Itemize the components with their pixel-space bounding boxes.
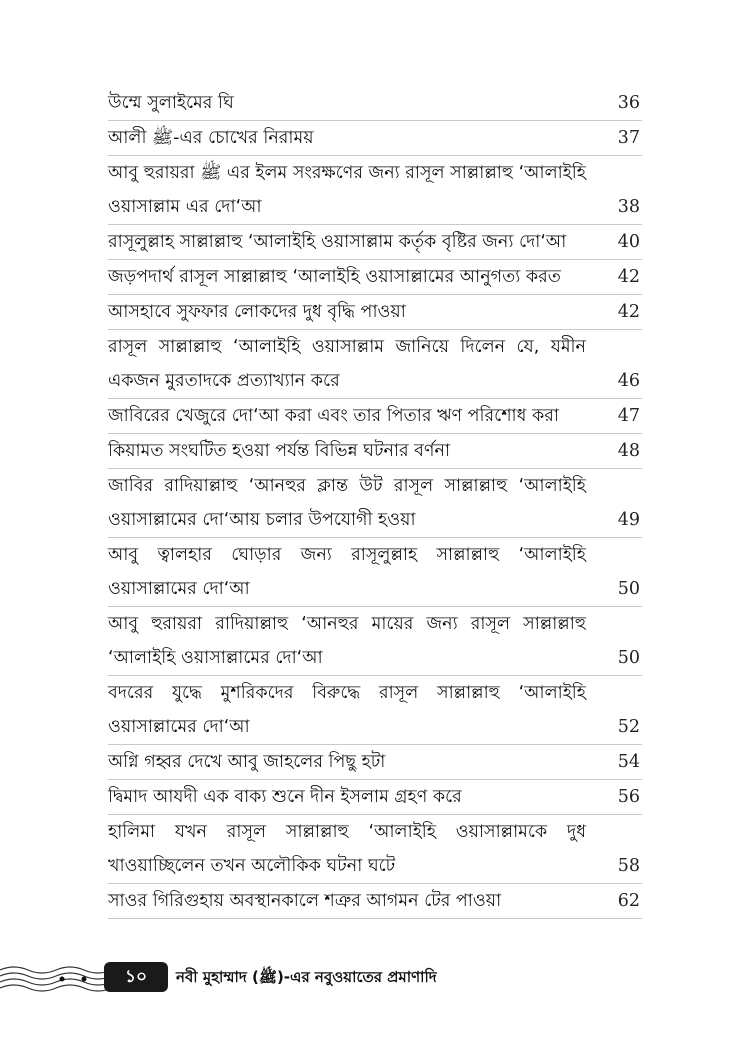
toc-entry-title: অগ্নি গহ্বর দেখে আবু জাহলের পিছু হটা [108,752,386,772]
toc-entry-page: 47 [617,406,640,426]
toc-entry[interactable] [108,607,642,676]
toc-entry[interactable] [108,745,642,780]
toc-entry-page: 42 [617,302,640,322]
toc-entry-page: 40 [617,232,640,252]
toc-entry-title: জাবিরের খেজুরে দো‘আ করা এবং তার পিতার ঋণ পরিশোধ করা [108,406,559,426]
toc-entry-page: 49 [617,510,640,530]
toc-entry-page: 50 [617,579,640,599]
toc-entry-page: 46 [617,371,640,391]
toc-entry-page: 48 [617,441,640,461]
toc-entry-title: কিয়ামত সংঘটিত হওয়া পর্যন্ত বিভিন্ন ঘটনার বর্ণনা [108,441,451,461]
toc-entry-title: আবু হুরায়রা ﷺ এর ইলম সংরক্ষণের জন্য রাসূল সাল্লাল্লাহু ‘আলাইহি ওয়াসাল্লাম এর দো‘আ [108,163,586,217]
toc-entry-title: উম্মে সুলাইমের ঘি [108,93,234,113]
toc-entry[interactable] [108,815,642,884]
toc-entry[interactable] [108,156,642,225]
toc-entry-page: 56 [617,787,640,807]
toc-entry-page: 42 [617,267,640,287]
toc-entry-title: জড়পদার্থ রাসূল সাল্লাল্লাহু ‘আলাইহি ওয়াসাল্লামের আনুগত্য করত [108,267,561,287]
toc-entry[interactable] [108,260,642,295]
toc-entry-page: 62 [617,891,640,911]
toc-entry-title: আসহাবে সুফফার লোকদের দুধ বৃদ্ধি পাওয়া [108,302,406,322]
page-footer [0,958,748,998]
toc-entry-page: 36 [617,93,640,113]
page-number-badge: ১০ [104,962,168,992]
toc-entry[interactable] [108,399,642,434]
toc-entry[interactable] [108,884,642,919]
toc-entry-title: রাসূল সাল্লাল্লাহু ‘আলাইহি ওয়াসাল্লাম জানিয়ে দিলেন যে, যমীন একজন মুরতাদকে প্রত্যাখ্যান করে [108,337,586,391]
toc-entry[interactable] [108,121,642,156]
wave-ornament-icon [0,962,112,992]
toc-entry[interactable] [108,434,642,469]
toc-entry[interactable] [108,538,642,607]
toc-entry-title: বদরের যুদ্ধে মুশরিকদের বিরুদ্ধে রাসূল সাল্লাল্লাহু ‘আলাইহি ওয়াসাল্লামের দো‘আ [108,683,586,737]
toc-entry-title: দ্বিমাদ আযদী এক বাক্য শুনে দীন ইসলাম গ্রহণ করে [108,787,462,807]
toc-entry-title: আলী ﷺ-এর চোখের নিরাময় [108,128,314,148]
toc-entry[interactable] [108,330,642,399]
toc-entry-title: আবু ত্বালহার ঘোড়ার জন্য রাসূলুল্লাহ সাল্লাল্লাহু ‘আলাইহি ওয়াসাল্লামের দো‘আ [108,545,586,599]
toc-entry[interactable] [108,676,642,745]
toc-entry-page: 38 [617,197,640,217]
toc-entry-page: 50 [617,648,640,668]
toc-entry-page: 58 [617,856,640,876]
running-book-title: নবী মুহাম্মাদ (ﷺ)-এর নবুওয়াতের প্রমাণাদি [176,968,437,986]
toc-entry[interactable] [108,86,642,121]
toc-entry-title: সাওর গিরিগুহায় অবস্থানকালে শত্রুর আগমন টের পাওয়া [108,891,502,911]
toc-entry-title: জাবির রাদিয়াল্লাহু ‘আনহুর ক্লান্ত উট রাসূল সাল্লাল্লাহু ‘আলাইহি ওয়াসাল্লামের দো‘আয় চলার উপযোগী হওয়া [108,476,586,530]
toc-entry[interactable] [108,469,642,538]
toc-entry-title: আবু হুরায়রা রাদিয়াল্লাহু ‘আনহুর মায়ের জন্য রাসূল সাল্লাল্লাহু ‘আলাইহি ওয়াসাল্লামের দো‘আ [108,614,586,668]
toc-entry-page: 54 [617,752,640,772]
toc-entry[interactable] [108,225,642,260]
toc-entry-title: হালিমা যখন রাসূল সাল্লাল্লাহু ‘আলাইহি ওয়াসাল্লামকে দুধ খাওয়াচ্ছিলেন তখন অলৌকিক ঘটনা ঘটে [108,822,586,876]
table-of-contents [108,86,642,919]
toc-entry-page: 37 [617,128,640,148]
toc-entry-title: রাসূলুল্লাহ সাল্লাল্লাহু ‘আলাইহি ওয়াসাল্লাম কর্তৃক বৃষ্টির জন্য দো‘আ [108,232,567,252]
toc-entry[interactable] [108,780,642,815]
toc-entry[interactable] [108,295,642,330]
toc-entry-page: 52 [617,717,640,737]
